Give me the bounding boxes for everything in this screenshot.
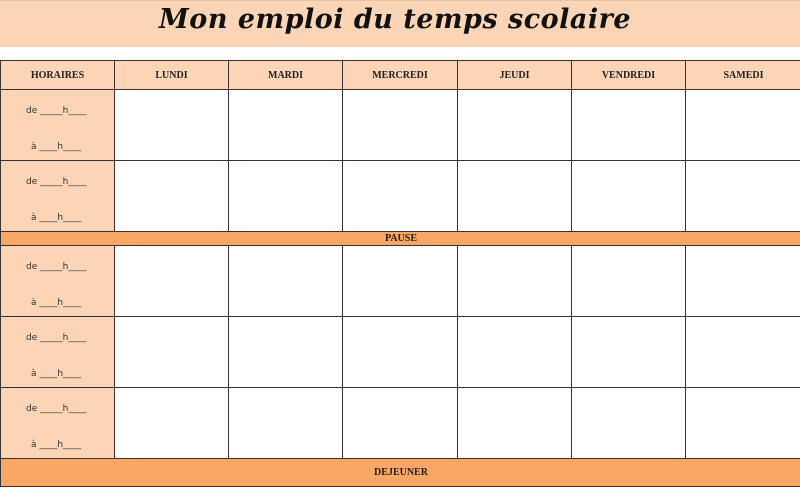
- schedule-cell[interactable]: [572, 317, 686, 388]
- col-header-samedi: SAMEDI: [686, 61, 800, 90]
- schedule-cell[interactable]: [115, 161, 229, 232]
- schedule-cell[interactable]: [115, 90, 229, 161]
- schedule-cell[interactable]: [458, 161, 572, 232]
- schedule-cell[interactable]: [572, 388, 686, 459]
- time-slot-cell[interactable]: [1, 388, 115, 459]
- schedule-cell[interactable]: [115, 317, 229, 388]
- schedule-cell[interactable]: [343, 161, 458, 232]
- schedule-cell[interactable]: [458, 90, 572, 161]
- schedule-cell[interactable]: [343, 90, 458, 161]
- time-slot-row: [1, 317, 800, 388]
- lunch-band: DEJEUNER: [1, 459, 800, 487]
- time-slot-cell[interactable]: [1, 161, 115, 232]
- col-header-vendredi: VENDREDI: [572, 61, 686, 90]
- schedule-cell[interactable]: [343, 246, 458, 317]
- schedule-cell[interactable]: [686, 90, 800, 161]
- schedule-cell[interactable]: [229, 90, 343, 161]
- time-slot-row: [1, 246, 800, 317]
- schedule-cell[interactable]: [572, 161, 686, 232]
- schedule-cell[interactable]: [115, 246, 229, 317]
- schedule-cell[interactable]: [229, 161, 343, 232]
- schedule-cell[interactable]: [458, 388, 572, 459]
- pause-band: PAUSE: [1, 232, 800, 246]
- schedule-cell[interactable]: [343, 388, 458, 459]
- from-time-label: de _____h____: [26, 333, 87, 343]
- schedule-cell[interactable]: [572, 246, 686, 317]
- time-slot-cell[interactable]: [1, 317, 115, 388]
- to-time-label: à ____h____: [31, 213, 82, 223]
- from-time-label: de _____h____: [26, 404, 87, 414]
- time-slot-row: [1, 161, 800, 232]
- time-slot-cell[interactable]: [1, 246, 115, 317]
- timetable: [0, 60, 800, 487]
- schedule-cell[interactable]: [343, 317, 458, 388]
- schedule-cell[interactable]: [229, 388, 343, 459]
- from-time-label: de _____h____: [26, 177, 87, 187]
- from-time-label: de _____h____: [26, 262, 87, 272]
- col-header-mercredi: MERCREDI: [343, 61, 458, 90]
- schedule-cell[interactable]: [458, 246, 572, 317]
- col-header-jeudi: JEUDI: [458, 61, 572, 90]
- schedule-cell[interactable]: [686, 161, 800, 232]
- pause-row: [1, 232, 800, 246]
- header-row: [1, 61, 800, 90]
- to-time-label: à ____h____: [31, 298, 82, 308]
- col-header-lundi: LUNDI: [115, 61, 229, 90]
- schedule-cell[interactable]: [686, 388, 800, 459]
- schedule-cell[interactable]: [686, 317, 800, 388]
- to-time-label: à ____h____: [31, 142, 82, 152]
- schedule-cell[interactable]: [115, 388, 229, 459]
- to-time-label: à ____h____: [31, 369, 82, 379]
- schedule-cell[interactable]: [572, 90, 686, 161]
- col-header-mardi: MARDI: [229, 61, 343, 90]
- time-slot-row: [1, 388, 800, 459]
- time-slot-row: [1, 90, 800, 161]
- lunch-row: [1, 459, 800, 487]
- page-title: Mon emploi du temps scolaire: [158, 4, 632, 35]
- schedule-cell[interactable]: [686, 246, 800, 317]
- to-time-label: à ____h____: [31, 440, 82, 450]
- schedule-cell[interactable]: [458, 317, 572, 388]
- schedule-cell[interactable]: [229, 317, 343, 388]
- col-header-horaires: HORAIRES: [1, 61, 115, 90]
- time-slot-cell[interactable]: [1, 90, 115, 161]
- schedule-cell[interactable]: [229, 246, 343, 317]
- from-time-label: de _____h____: [26, 106, 87, 116]
